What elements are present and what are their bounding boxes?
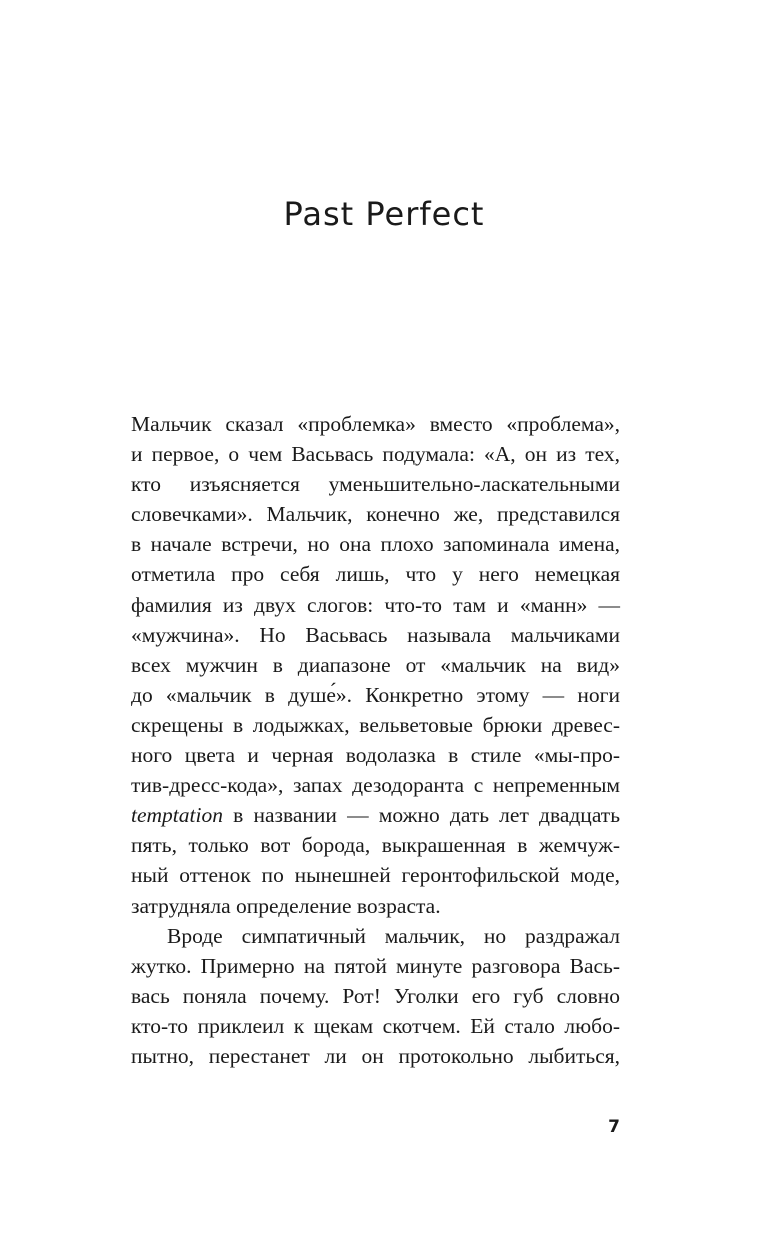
text-line: скрещены в лодыжках, вельветовые брюки древес- <box>131 712 620 737</box>
text-line: ного цвета и черная водолазка в стиле «мы-про- <box>131 743 620 768</box>
text-line: кто изъясняется уменьшительно-ласкательными <box>131 472 620 497</box>
text-line: в начале встречи, но она плохо запоминала имена, <box>131 532 620 557</box>
text-line: Мальчик сказал «проблемка» вместо «проблема», <box>131 412 620 436</box>
text-line: до «мальчик в душе́». Конкретно этому — ноги <box>131 682 620 707</box>
text-line: отметила про себя лишь, что у него немецкая <box>131 562 620 587</box>
body-text <box>131 409 620 1071</box>
text-line: Вроде симпатичный мальчик, но раздражал <box>167 923 620 948</box>
text-line: ный оттенок по нынешней геронтофильской моде, <box>131 863 620 888</box>
text-line: вась поняла почему. Рот! Уголки его губ словно <box>131 983 620 1008</box>
italic-word: temptation <box>131 803 223 828</box>
text-line-rest: в названии — можно дать лет двадцать <box>222 803 620 828</box>
text-line: кто-то приклеил к щекам скотчем. Ей стало любо- <box>131 1013 620 1038</box>
text-line: жутко. Примерно на пятой минуте разговора Вась- <box>131 953 620 978</box>
page-number: 7 <box>608 1117 620 1137</box>
chapter-title: Past Perfect <box>283 195 485 233</box>
text-line: «мужчина». Но Васьвась называла мальчиками <box>131 622 620 647</box>
text-line: тив-дресс-кода», запах дезодоранта с непременным <box>131 773 620 798</box>
text-line: пытно, перестанет ли он протокольно лыбиться, <box>131 1043 620 1068</box>
text-line: и первое, о чем Васьвась подумала: «А, он из тех, <box>131 442 620 467</box>
text-line: фамилия из двух слогов: что-то там и «манн» — <box>131 592 620 617</box>
text-line: затрудняла определение возраста. <box>131 893 441 918</box>
text-line-temptation <box>131 800 620 830</box>
text-line: словечками». Мальчик, конечно же, представился <box>131 502 620 527</box>
text-line: пять, только вот борода, выкрашенная в жемчуж- <box>131 833 620 858</box>
text-line: всех мужчин в диапазоне от «мальчик на вид» <box>131 652 620 677</box>
